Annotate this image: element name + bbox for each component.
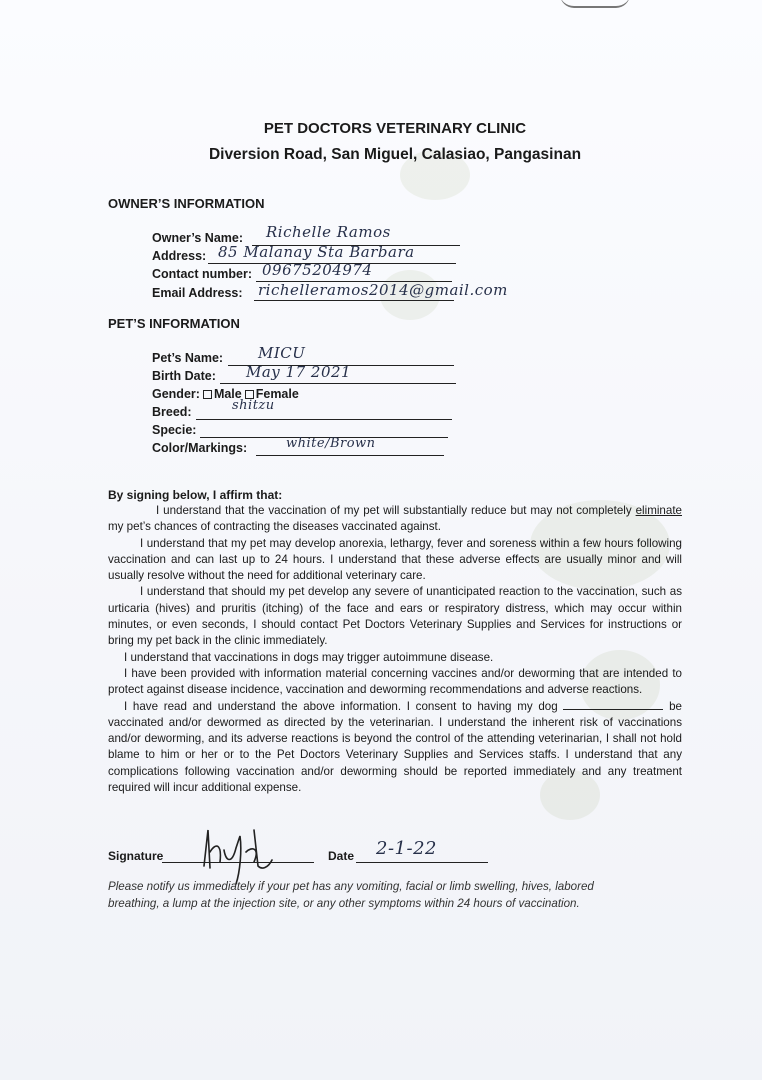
pet-color-row bbox=[152, 441, 247, 459]
owner-contact-value: 09675204974 bbox=[262, 261, 373, 279]
date-value: 2-1-22 bbox=[376, 838, 437, 859]
affirm-body bbox=[108, 503, 682, 796]
pet-color-label: Color/Markings: bbox=[152, 441, 248, 455]
pet-name-label: Pet’s Name: bbox=[152, 351, 224, 365]
affirm-paragraph-5: I have been provided with information material concerning vaccines and/or deworming that are intended to protect against disease incidence, vaccination and deworming recommendations and adverse reactions. bbox=[108, 666, 682, 697]
affirm-paragraph-3: I understand that should my pet develop any severe of unanticipated reaction to the vaccination, such as urticaria (hives) and pruritis (itching) of the face and ears or respiratory distress, which may occur within minutes, or even seconds, I should contact Pet Doctors Veterinary Supplies and Services for instructions or bring my pet back in the clinic immediately. bbox=[108, 585, 682, 648]
female-option-label: Female bbox=[255, 387, 299, 401]
affirm-paragraph-6 bbox=[108, 699, 682, 797]
affirm-p1-text-end: my pet’s chances of contracting the diseases vaccinated against. bbox=[108, 520, 441, 534]
owner-email-label: Email Address: bbox=[152, 286, 243, 300]
date-label: Date bbox=[328, 849, 355, 863]
owner-section-heading: OWNER’S INFORMATION bbox=[108, 196, 265, 211]
pet-section-heading: PET’S INFORMATION bbox=[108, 316, 240, 331]
pet-specie-row bbox=[152, 423, 196, 441]
clinic-address: Diversion Road, San Miguel, Calasiao, Pangasinan bbox=[208, 146, 582, 163]
dog-name-blank[interactable] bbox=[563, 699, 663, 710]
affirm-paragraph-4: I understand that vaccinations in dogs may trigger autoimmune disease. bbox=[124, 650, 494, 664]
notification-note: Please notify us immediately if your pet has any vomiting, facial or limb swelling, hives, labored breathing, a lump at the injection site, or any other symptoms within 24 hours of vaccination. bbox=[108, 880, 594, 910]
pet-name-value: MICU bbox=[258, 344, 306, 362]
pet-breed-value: shitzu bbox=[232, 398, 275, 413]
male-checkbox[interactable] bbox=[203, 390, 212, 399]
affirm-p6-text-end: be vaccinated and/or dewormed as directed by the veterinarian. I understand the inherent risk of vaccinations and/or deworming, and its adverse reactions is beyond the control of the attending veterinarian, I shall not hold blame to him or her or to the Pet Doctors Veterinary Supplies and Services staffs. I understand that any complications following vaccination and/or deworming should be reported immediately and any treatment required will incur additional expense. bbox=[108, 699, 682, 795]
affirm-p6-text: I have read and understand the above information. I consent to having my dog bbox=[124, 699, 564, 713]
pet-birth-row bbox=[152, 369, 216, 387]
pet-birth-value: May 17 2021 bbox=[246, 363, 352, 381]
owner-address-value: 85 Malanay Sta Barbara bbox=[218, 243, 415, 261]
clinic-title: PET DOCTORS VETERINARY CLINIC bbox=[263, 120, 527, 137]
pet-birth-label: Birth Date: bbox=[152, 369, 216, 383]
owner-email-row bbox=[152, 286, 243, 304]
male-option-label: Male bbox=[213, 387, 242, 401]
affirm-paragraph-1 bbox=[108, 503, 682, 536]
owner-name-value: Richelle Ramos bbox=[266, 223, 391, 241]
pet-specie-label: Specie: bbox=[152, 423, 197, 437]
affirm-p1-text: I understand that the vaccination of my pet will substantially reduce but may not completely bbox=[156, 504, 636, 517]
owner-address-row bbox=[152, 249, 206, 267]
owner-name-label: Owner’s Name: bbox=[152, 231, 244, 245]
owner-email-value: richelleramos2014@gmail.com bbox=[258, 281, 508, 299]
page-curl bbox=[560, 0, 630, 8]
owner-address-label: Address: bbox=[152, 249, 207, 263]
owner-contact-label: Contact number: bbox=[152, 267, 252, 281]
pet-breed-label: Breed: bbox=[152, 405, 192, 419]
affirm-p1-underlined: eliminate bbox=[635, 504, 682, 517]
pet-name-row bbox=[152, 351, 223, 369]
affirm-paragraph-2: I understand that my pet may develop anorexia, lethargy, fever and soreness within a few hours following vaccination and can last up to 24 hours. I understand that these adverse effects are usually minor and will usually resolve without the need for additional veterinary care. bbox=[108, 536, 682, 583]
signature-label: Signature bbox=[108, 849, 164, 863]
pet-gender-label: Gender: bbox=[152, 387, 200, 401]
affirm-heading: By signing below, I affirm that: bbox=[108, 488, 283, 502]
pet-breed-row bbox=[152, 405, 192, 423]
owner-contact-row bbox=[152, 267, 252, 285]
pet-color-value: white/Brown bbox=[286, 436, 376, 451]
